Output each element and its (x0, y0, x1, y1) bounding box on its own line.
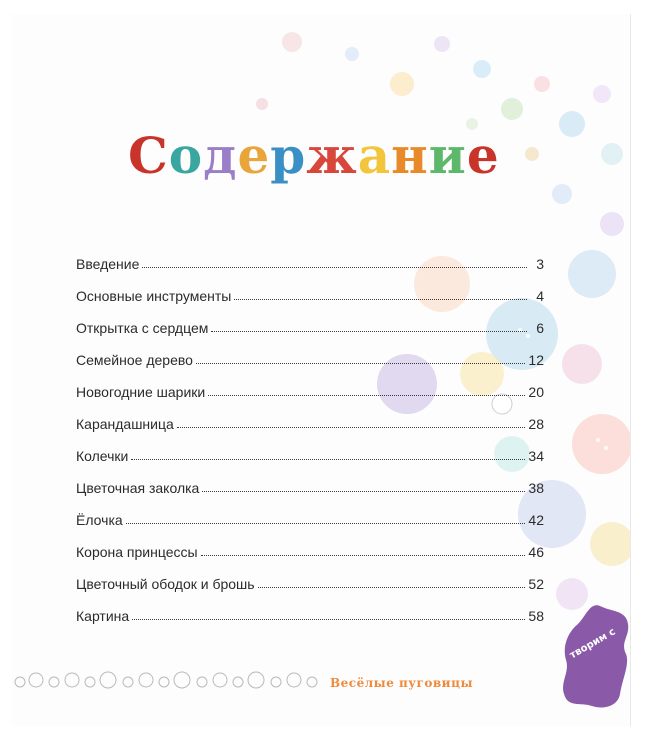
toc-entry-title: Основные инструменты (76, 288, 232, 304)
purple-splat-badge (560, 602, 630, 712)
toc-entry-page: 58 (528, 608, 544, 624)
toc-entry[interactable] (76, 400, 544, 432)
toc-entry-page: 46 (528, 544, 544, 560)
dot-leader (177, 426, 526, 428)
toc-entry-title: Цветочная заколка (76, 480, 200, 496)
dot-leader (201, 554, 526, 556)
title-letter: д (203, 126, 238, 185)
toc-entry-page: 38 (528, 480, 544, 496)
title-letter: и (428, 126, 467, 185)
series-label: Весёлые пуговицы (330, 676, 473, 690)
title-letter: ж (306, 126, 358, 185)
toc-entry[interactable] (76, 496, 544, 528)
toc-entry[interactable] (76, 240, 544, 272)
toc-entry[interactable] (76, 432, 544, 464)
toc-entry[interactable] (76, 592, 544, 624)
toc-entry-title: Картина (76, 608, 130, 624)
toc-entry[interactable] (76, 336, 544, 368)
badge-text: творим с (568, 626, 618, 662)
dot-leader (132, 618, 525, 620)
dot-leader (211, 330, 527, 332)
toc-entry-title: Корона принцессы (76, 544, 198, 560)
toc-entry-title: Колечки (76, 448, 129, 464)
title-letter: а (357, 126, 392, 185)
title-letter: о (168, 126, 204, 185)
dot-leader (126, 522, 526, 524)
page-title (128, 126, 500, 185)
book-page (12, 14, 631, 726)
table-of-contents (76, 240, 544, 624)
dot-leader (234, 298, 527, 300)
toc-entry-title: Семейное дерево (76, 352, 193, 368)
toc-entry[interactable] (76, 272, 544, 304)
toc-entry-page: 4 (536, 288, 544, 304)
toc-entry[interactable] (76, 560, 544, 592)
toc-entry-page: 34 (528, 448, 544, 464)
title-letter: н (391, 126, 429, 185)
toc-entry-title: Цветочный ободок и брошь (76, 576, 255, 592)
toc-entry[interactable] (76, 528, 544, 560)
title-letter: е (237, 126, 271, 185)
toc-entry[interactable] (76, 304, 544, 336)
toc-entry-title: Карандашница (76, 416, 174, 432)
toc-entry-title: Введение (76, 256, 140, 272)
dot-leader (142, 266, 527, 268)
dot-leader (131, 458, 525, 460)
title-letter: С (128, 126, 169, 185)
dot-leader (202, 490, 525, 492)
toc-entry-page: 12 (528, 352, 544, 368)
toc-entry-page: 52 (528, 576, 544, 592)
toc-entry-title: Новогодние шарики (76, 384, 206, 400)
toc-entry-page: 3 (536, 256, 544, 272)
dot-leader (258, 586, 526, 588)
title-letter: е (466, 126, 500, 185)
title-letter: р (270, 126, 307, 185)
toc-entry[interactable] (76, 368, 544, 400)
toc-entry[interactable] (76, 464, 544, 496)
toc-entry-page: 28 (528, 416, 544, 432)
dot-leader (208, 394, 525, 396)
toc-entry-title: Ёлочка (76, 512, 123, 528)
toc-entry-title: Открытка с сердцем (76, 320, 209, 336)
dot-leader (196, 362, 526, 364)
toc-entry-page: 20 (528, 384, 544, 400)
toc-entry-page: 6 (536, 320, 544, 336)
toc-entry-page: 42 (528, 512, 544, 528)
